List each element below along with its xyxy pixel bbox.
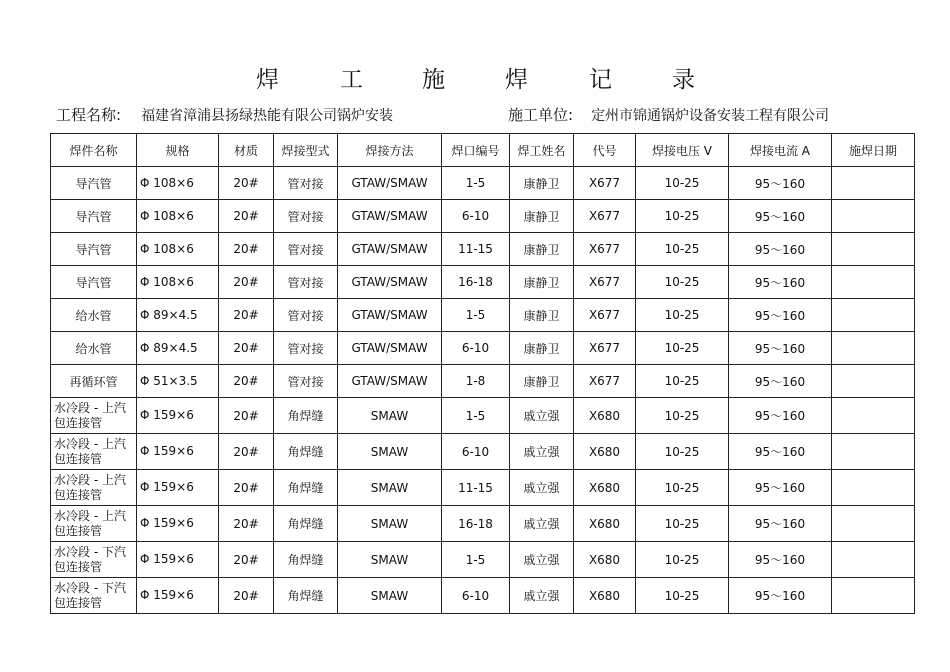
table-cell: 20# (219, 506, 274, 542)
table-cell: 20# (219, 398, 274, 434)
table-cell: Φ 159×6 (137, 398, 219, 434)
table-cell: Φ 108×6 (137, 167, 219, 200)
table-cell (832, 578, 915, 614)
table-cell: 戚立强 (510, 542, 574, 578)
table-cell: 95～160 (729, 233, 832, 266)
table-cell: 康静卫 (510, 233, 574, 266)
table-cell: 95～160 (729, 578, 832, 614)
table-cell: 戚立强 (510, 470, 574, 506)
table-cell: 10-25 (636, 266, 729, 299)
table-cell: Φ 159×6 (137, 470, 219, 506)
weld-part-name-cell: 导汽管 (51, 200, 137, 233)
welding-record-table (50, 133, 915, 614)
table-cell: 康静卫 (510, 365, 574, 398)
table-cell: Φ 108×6 (137, 233, 219, 266)
table-cell: X680 (574, 434, 636, 470)
table-cell: X677 (574, 332, 636, 365)
table-cell: 角焊缝 (274, 506, 338, 542)
table-cell: Φ 89×4.5 (137, 332, 219, 365)
title-char: 施 (422, 67, 445, 93)
table-cell: 95～160 (729, 167, 832, 200)
weld-part-name-cell: 水冷段 - 下汽包连接管 (51, 542, 137, 578)
table-cell: 6-10 (442, 332, 510, 365)
header-cell: 焊接电压 V (636, 134, 729, 167)
header-cell: 焊接型式 (274, 134, 338, 167)
table-cell: X680 (574, 578, 636, 614)
table-cell: Φ 159×6 (137, 506, 219, 542)
table-cell: 戚立强 (510, 434, 574, 470)
table-cell: 管对接 (274, 365, 338, 398)
table-cell: GTAW/SMAW (338, 200, 442, 233)
table-row (51, 266, 915, 299)
table-cell: 1-5 (442, 542, 510, 578)
table-cell (832, 299, 915, 332)
table-cell (832, 266, 915, 299)
table-row (51, 299, 915, 332)
weld-part-name-cell: 再循环管 (51, 365, 137, 398)
header-cell: 施焊日期 (832, 134, 915, 167)
table-cell: X680 (574, 542, 636, 578)
title-char: 焊 (256, 67, 279, 93)
header-cell: 焊工姓名 (510, 134, 574, 167)
table-cell (832, 365, 915, 398)
table-cell: 戚立强 (510, 578, 574, 614)
table-row (51, 332, 915, 365)
table-cell: SMAW (338, 398, 442, 434)
table-row (51, 167, 915, 200)
header-cell: 材质 (219, 134, 274, 167)
header-cell: 代号 (574, 134, 636, 167)
table-cell: Φ 89×4.5 (137, 299, 219, 332)
table-cell: 康静卫 (510, 332, 574, 365)
table-cell: 20# (219, 332, 274, 365)
table-cell: 95～160 (729, 542, 832, 578)
table-header-row (51, 134, 915, 167)
table-cell (832, 233, 915, 266)
table-cell: 95～160 (729, 299, 832, 332)
table-cell: 角焊缝 (274, 578, 338, 614)
table-cell: SMAW (338, 542, 442, 578)
table-cell: 角焊缝 (274, 398, 338, 434)
table-row (51, 578, 915, 614)
table-cell: 10-25 (636, 332, 729, 365)
header-cell: 焊接电流 A (729, 134, 832, 167)
header-cell: 焊接方法 (338, 134, 442, 167)
table-row (51, 200, 915, 233)
header-cell: 规格 (137, 134, 219, 167)
table-cell: 20# (219, 578, 274, 614)
table-cell: 10-25 (636, 398, 729, 434)
table-cell: Φ 51×3.5 (137, 365, 219, 398)
title-char: 焊 (505, 67, 528, 93)
table-cell: 6-10 (442, 578, 510, 614)
table-cell: X677 (574, 167, 636, 200)
table-cell: X680 (574, 398, 636, 434)
table-cell: X677 (574, 200, 636, 233)
table-cell: 95～160 (729, 332, 832, 365)
table-cell: 管对接 (274, 233, 338, 266)
table-cell: SMAW (338, 434, 442, 470)
table-cell: 1-5 (442, 299, 510, 332)
table-cell: 20# (219, 266, 274, 299)
table-cell: 95～160 (729, 506, 832, 542)
project-name-line (56, 104, 393, 126)
table-cell: X680 (574, 506, 636, 542)
table-cell: 95～160 (729, 434, 832, 470)
table-cell: 20# (219, 233, 274, 266)
project-name-label: 工程名称: (56, 106, 122, 124)
table-cell: 11-15 (442, 233, 510, 266)
table-cell: 1-8 (442, 365, 510, 398)
table-cell (832, 506, 915, 542)
table-cell: 10-25 (636, 299, 729, 332)
table-cell: GTAW/SMAW (338, 266, 442, 299)
document-title (0, 62, 950, 98)
table-cell: 10-25 (636, 578, 729, 614)
weld-part-name-cell: 水冷段 - 下汽包连接管 (51, 578, 137, 614)
weld-part-name-cell: 给水管 (51, 299, 137, 332)
table-row (51, 398, 915, 434)
table-row (51, 470, 915, 506)
table-cell: 95～160 (729, 266, 832, 299)
table-cell: 6-10 (442, 434, 510, 470)
table-cell: 管对接 (274, 167, 338, 200)
table-cell: 戚立强 (510, 398, 574, 434)
table-cell: 20# (219, 167, 274, 200)
table-cell: 10-25 (636, 200, 729, 233)
table-cell (832, 200, 915, 233)
table-cell: 10-25 (636, 434, 729, 470)
table-cell (832, 542, 915, 578)
table-cell (832, 434, 915, 470)
table-cell: Φ 159×6 (137, 434, 219, 470)
table-cell: Φ 108×6 (137, 200, 219, 233)
weld-part-name-cell: 导汽管 (51, 167, 137, 200)
table-cell: 95～160 (729, 200, 832, 233)
project-name-value: 福建省漳浦县扬绿热能有限公司锅炉安装 (141, 108, 394, 124)
table-cell: SMAW (338, 578, 442, 614)
header-cell: 焊件名称 (51, 134, 137, 167)
table-cell: 1-5 (442, 398, 510, 434)
table-cell: X677 (574, 365, 636, 398)
weld-part-name-cell: 水冷段 - 上汽包连接管 (51, 506, 137, 542)
table-cell: 10-25 (636, 542, 729, 578)
table-cell: 戚立强 (510, 506, 574, 542)
contractor-line (508, 104, 829, 126)
contractor-label: 施工单位: (508, 106, 574, 124)
table-cell: 管对接 (274, 266, 338, 299)
table-cell: Φ 159×6 (137, 542, 219, 578)
table-cell: 10-25 (636, 506, 729, 542)
table-cell: SMAW (338, 470, 442, 506)
table-cell (832, 332, 915, 365)
table-cell: 95～160 (729, 398, 832, 434)
weld-part-name-cell: 水冷段 - 上汽包连接管 (51, 470, 137, 506)
table-cell: GTAW/SMAW (338, 332, 442, 365)
table-cell: 管对接 (274, 200, 338, 233)
table-cell: 95～160 (729, 470, 832, 506)
header-cell: 焊口编号 (442, 134, 510, 167)
table-cell: 角焊缝 (274, 542, 338, 578)
table-cell: 管对接 (274, 332, 338, 365)
table-cell: 10-25 (636, 470, 729, 506)
table-cell: 管对接 (274, 299, 338, 332)
table-cell: SMAW (338, 506, 442, 542)
title-char: 记 (589, 67, 612, 93)
table-cell: 95～160 (729, 365, 832, 398)
table-cell: GTAW/SMAW (338, 167, 442, 200)
table-cell: X680 (574, 470, 636, 506)
table-cell: 11-15 (442, 470, 510, 506)
table-row (51, 233, 915, 266)
table-cell: 20# (219, 470, 274, 506)
table-cell: 6-10 (442, 200, 510, 233)
table-cell: GTAW/SMAW (338, 299, 442, 332)
table-row (51, 506, 915, 542)
title-char: 工 (340, 67, 363, 93)
title-char: 录 (672, 67, 695, 93)
weld-part-name-cell: 水冷段 - 上汽包连接管 (51, 398, 137, 434)
table-cell: 16-18 (442, 266, 510, 299)
table-cell: 康静卫 (510, 299, 574, 332)
table-row (51, 365, 915, 398)
table-cell: 角焊缝 (274, 470, 338, 506)
table-cell: 20# (219, 299, 274, 332)
table-cell: 康静卫 (510, 200, 574, 233)
table-cell: Φ 159×6 (137, 578, 219, 614)
table-cell: 10-25 (636, 365, 729, 398)
table-cell: GTAW/SMAW (338, 365, 442, 398)
weld-part-name-cell: 给水管 (51, 332, 137, 365)
table-cell: X677 (574, 266, 636, 299)
table-cell (832, 167, 915, 200)
table-cell (832, 398, 915, 434)
table-cell: 16-18 (442, 506, 510, 542)
table-cell: 20# (219, 542, 274, 578)
table-cell: Φ 108×6 (137, 266, 219, 299)
table-cell: 康静卫 (510, 266, 574, 299)
table-cell: X677 (574, 299, 636, 332)
table-cell: 20# (219, 200, 274, 233)
table-cell: GTAW/SMAW (338, 233, 442, 266)
table-cell: 10-25 (636, 167, 729, 200)
contractor-value: 定州市锦通锅炉设备安装工程有限公司 (591, 108, 830, 124)
weld-part-name-cell: 导汽管 (51, 266, 137, 299)
table-cell: 康静卫 (510, 167, 574, 200)
table-cell: 角焊缝 (274, 434, 338, 470)
weld-part-name-cell: 水冷段 - 上汽包连接管 (51, 434, 137, 470)
table-cell: 10-25 (636, 233, 729, 266)
table-row (51, 434, 915, 470)
table-cell: 20# (219, 365, 274, 398)
table-cell (832, 470, 915, 506)
table-cell: X677 (574, 233, 636, 266)
table-cell: 1-5 (442, 167, 510, 200)
table-cell: 20# (219, 434, 274, 470)
weld-part-name-cell: 导汽管 (51, 233, 137, 266)
table-row (51, 542, 915, 578)
